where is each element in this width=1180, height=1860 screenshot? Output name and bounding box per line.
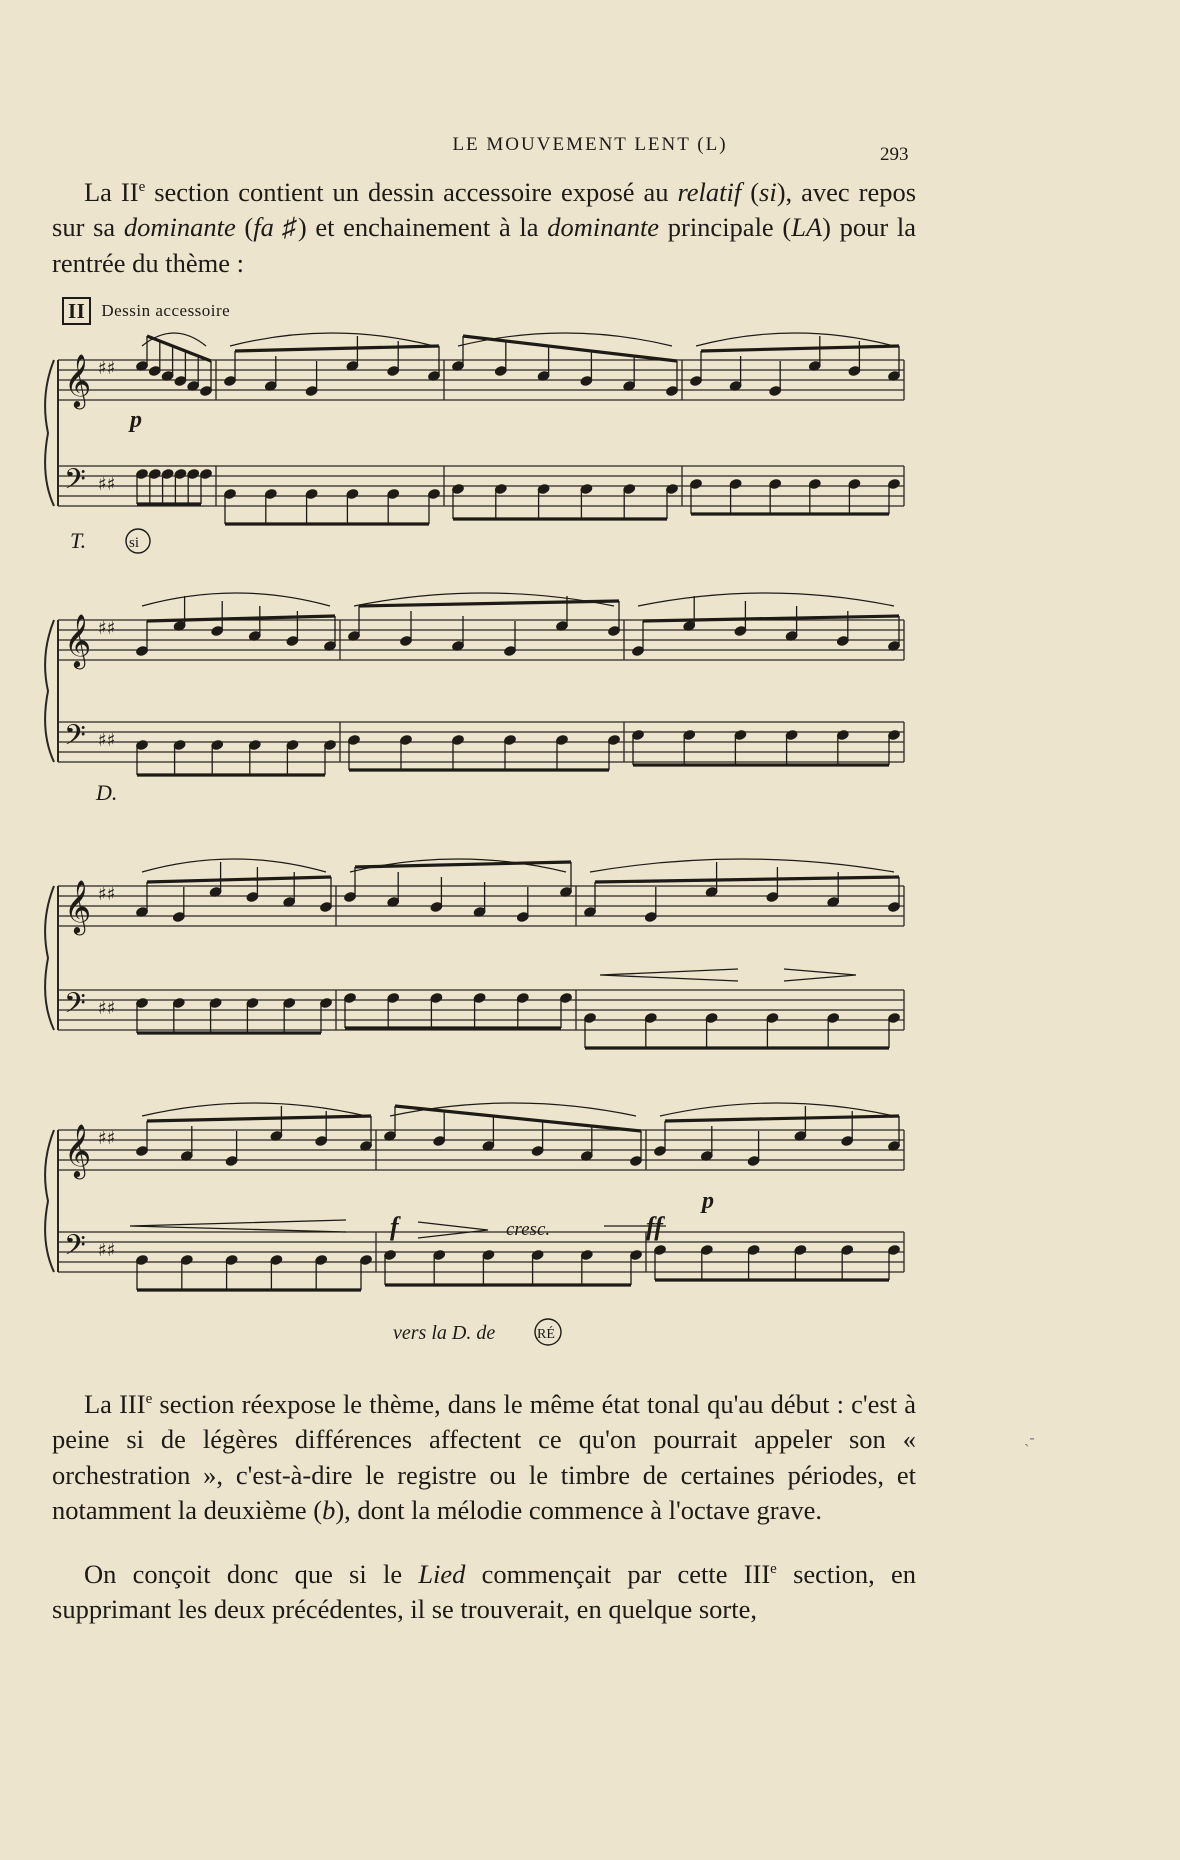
beam (595, 877, 899, 882)
dynamic-p-2: p (702, 1188, 714, 1214)
slur (660, 1103, 894, 1116)
slur (142, 333, 206, 346)
brace (45, 886, 54, 1030)
brace (45, 1130, 54, 1272)
dynamic-p-1: p (130, 407, 142, 433)
key-signature: ♯♯ (98, 1240, 116, 1261)
page-number: 293 (880, 144, 909, 165)
margin-mark: ˏ‐ (1024, 1428, 1035, 1447)
beam (359, 601, 619, 606)
key-signature: ♯♯ (98, 884, 116, 905)
bass-clef: 𝄢 (64, 987, 86, 1027)
key-signature: ♯♯ (98, 1128, 116, 1149)
key-signature: ♯♯ (98, 998, 116, 1019)
bass-clef: 𝄢 (64, 1229, 86, 1269)
paragraph-section-two: La IIe section contient un dessin accessoire exposé au relatif (si), avec repos sur sa dominante (fa ♯) et enchainement à la dominante principale (LA) pour la rentrée du thème : (52, 176, 917, 278)
dynamic-f: f (390, 1212, 399, 1241)
slur (590, 859, 894, 872)
example-caption: Dessin accessoire (101, 301, 231, 320)
bass-clef: 𝄢 (64, 719, 86, 759)
beam (147, 1116, 371, 1121)
slur (390, 1103, 636, 1116)
slur (230, 333, 434, 346)
label-tonic: T. (70, 528, 87, 553)
label-re: RÉ (537, 1327, 555, 1342)
key-signature: ♯♯ (98, 358, 116, 379)
treble-clef: 𝄞 (64, 353, 92, 407)
label-dominant: D. (96, 780, 118, 805)
treble-clef: 𝄞 (64, 879, 92, 933)
label-si: si (129, 535, 140, 551)
beam (701, 346, 899, 351)
bass-clef: 𝄢 (64, 463, 86, 503)
key-signature: ♯♯ (98, 618, 116, 639)
paragraph-section-three: La IIIe section réexpose le thème, dans le même état tonal qu'au début : c'est à peine si de légères différences affectent ce qu'on pourrait appeler son « orchestration », c'est-à-dire le registre ou le timbre de certaines périodes, et notamment la deuxième (b), dont la mélodie commence à l'octave grave. (52, 1388, 916, 1526)
brace (45, 620, 54, 762)
slur (142, 1103, 366, 1116)
slur (142, 859, 326, 872)
slur (638, 593, 894, 606)
key-signature: ♯♯ (98, 730, 116, 751)
key-signature: ♯♯ (98, 474, 116, 495)
treble-clef: 𝄞 (64, 613, 92, 667)
beam (665, 1116, 899, 1121)
beam (235, 346, 439, 351)
brace (45, 360, 54, 506)
treble-clef: 𝄞 (64, 1123, 92, 1177)
running-title: LE MOUVEMENT LENT (L) (452, 134, 728, 155)
dynamic-ff: ff (646, 1212, 663, 1241)
slur (696, 333, 894, 346)
cresc-marking: cresc. (506, 1219, 551, 1240)
label-vers-la-d: vers la D. de (393, 1322, 496, 1344)
beam (147, 336, 211, 361)
slur (142, 593, 330, 606)
slur (458, 333, 672, 346)
paragraph-conclusion: On conçoit donc que si le Lied commençait par cette IIIe section, en supprimant les deux précédentes, il se trouverait, en quelque sorte, (52, 1558, 916, 1625)
beam (147, 877, 331, 882)
example-number: II (62, 297, 91, 325)
